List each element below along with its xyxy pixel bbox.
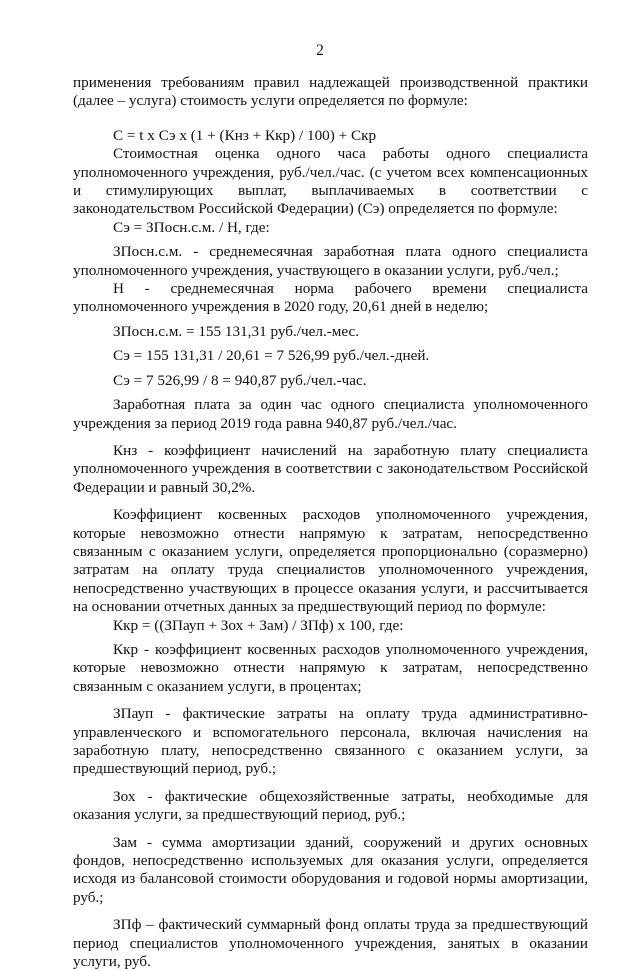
value-zposn: ЗПосн.с.м. = 155 131,31 руб./чел.-мес. <box>113 322 360 340</box>
value-se-hour: Сэ = 7 526,99 / 8 = 940,87 руб./чел.-час. <box>113 371 367 389</box>
paragraph-knz: Кнз - коэффициент начислений на заработную плату специалиста уполномоченного учреждения в соответствии с законодательством Российской Федерации и равный 30,2%. <box>73 441 588 496</box>
formula-se: Сэ = ЗПосн.с.м. / Н, где: <box>113 218 270 236</box>
paragraph-zam: Зам - сумма амортизации зданий, сооружений и других основных фондов, непосредственно используемых для оказания услуги, определяется исходя из балансовой стоимости оборудования и годовой нормы амортизации, руб.; <box>73 833 588 906</box>
paragraph-kkr: Ккр - коэффициент косвенных расходов уполномоченного учреждения, которые невозможно отнести напрямую к затратам, непосредственно связанным с оказанием услуги, в процентах; <box>73 640 588 695</box>
paragraph-norm-hours: Н - среднемесячная норма рабочего времени специалиста уполномоченного учреждения в 2020 году, 20,61 дней в неделю; <box>73 280 588 316</box>
paragraph-intro: применения требованиям правил надлежащей производственной практики (далее – услуга) стоимость услуги определяется по формуле: <box>73 74 588 110</box>
paragraph-zposn: ЗПосн.с.м. - среднемесячная заработная плата одного специалиста уполномоченного учреждения, участвующего в оказании услуги, руб./чел.; <box>73 243 588 279</box>
formula-service-cost: С = t х Сэ х (1 + (Кнз + Ккр) / 100) + Скр <box>113 126 377 144</box>
paragraph-zoh: Зох - фактические общехозяйственные затраты, необходимые для оказания услуги, за предшествующий период, руб.; <box>73 787 588 824</box>
paragraph-indirect-coefficient: Коэффициент косвенных расходов уполномоченного учреждения, которые невозможно отнести напрямую к затратам, непосредственно связанным с оказанием услуги, определяется пропорционально (соразмерно) затратам на оплату труда специалистов уполномоченного учреждения, непосредственно участвующих в процессе оказания услуги, и рассчитывается на основании отчетных данных за предшествующий период по формуле: <box>73 506 588 616</box>
paragraph-zpf: ЗПф – фактический суммарный фонд оплаты труда за предшествующий период специалистов уполномоченного учреждения, занятых в оказании услуги, руб. <box>73 916 588 971</box>
paragraph-hour-cost: Стоимостная оценка одного часа работы одного специалиста уполномоченного учреждения, руб./чел./час. (с учетом всех компенсационных и стимулирующих выплат, выплачиваемых в соответствии с законодательством Российской Федерации) (Сэ) определяется по формуле: <box>73 145 588 218</box>
page-number: 2 <box>316 42 324 59</box>
value-se-day: Сэ = 155 131,31 / 20,61 = 7 526,99 руб./чел.-дней. <box>113 347 430 365</box>
paragraph-zpaup: ЗПауп - фактические затраты на оплату труда административно-управленческого и вспомогательного персонала, включая начисления на заработную плату, непосредственно связанного с оказанием услуги, за предшествующий период, руб.; <box>73 705 588 778</box>
document-body <box>73 74 588 971</box>
formula-kkr: Ккр = ((ЗПауп + Зох + Зам) / ЗПф) х 100, где: <box>113 616 404 634</box>
paragraph-hour-salary: Заработная плата за один час одного специалиста уполномоченного учреждения за период 2019 года равна 940,87 руб./чел./час. <box>73 396 588 432</box>
